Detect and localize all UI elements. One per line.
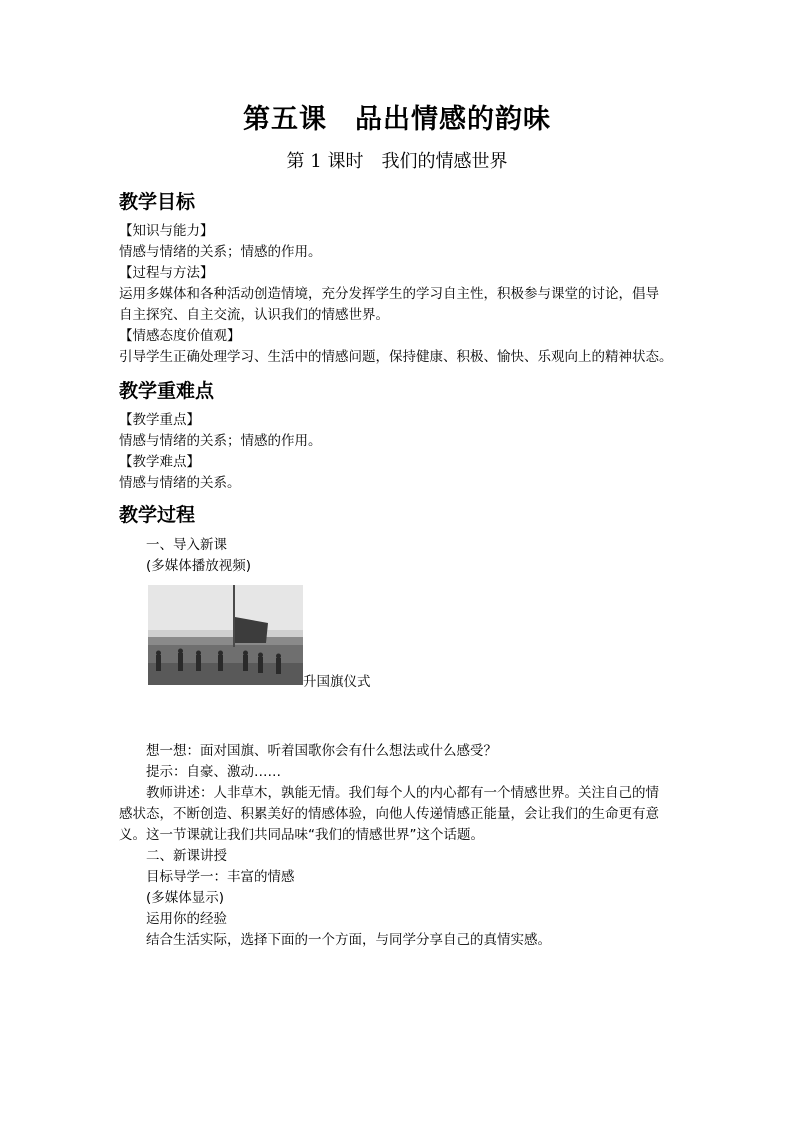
goals-line: 情感与情绪的关系；情感的作用。 bbox=[119, 244, 322, 260]
photo-caption: 升国旗仪式 bbox=[303, 674, 371, 690]
goals-line: 【知识与能力】 bbox=[119, 223, 214, 239]
process-body-line: 想一想：面对国旗、听着国歌你会有什么想法或什么感受？ bbox=[146, 743, 497, 759]
heading-key-points: 教学重难点 bbox=[119, 380, 215, 402]
process-intro-line: 一、导入新课 bbox=[146, 537, 227, 553]
process-body-line: 二、新课讲授 bbox=[146, 848, 227, 864]
process-intro-line: (多媒体播放视频) bbox=[146, 558, 252, 574]
goals-line: 【过程与方法】 bbox=[119, 265, 214, 281]
lesson-title: 第五课 品出情感的韵味 bbox=[243, 104, 551, 135]
process-body-line: 感状态，不断创造、积累美好的情感体验，向他人传递情感正能量，会让我们的生命更有意 bbox=[119, 806, 659, 822]
lesson-subtitle: 第 1 课时 我们的情感世界 bbox=[286, 151, 508, 172]
process-body-line: (多媒体显示) bbox=[146, 890, 225, 906]
process-body-line: 运用你的经验 bbox=[146, 911, 227, 927]
process-body-line: 目标导学一：丰富的情感 bbox=[146, 869, 295, 885]
goals-line: 引导学生正确处理学习、生活中的情感问题，保持健康、积极、愉快、乐观向上的精神状态。 bbox=[119, 349, 673, 365]
heading-goals: 教学目标 bbox=[119, 191, 196, 213]
flag-raising-photo bbox=[148, 585, 303, 685]
heading-process: 教学过程 bbox=[119, 504, 196, 526]
goals-line: 自主探究、自主交流，认识我们的情感世界。 bbox=[119, 307, 389, 323]
flag-raising-image bbox=[148, 585, 303, 685]
process-body-line: 结合生活实际，选择下面的一个方面，与同学分享自己的真情实感。 bbox=[146, 932, 551, 948]
key-points-line: 【教学难点】 bbox=[119, 454, 200, 470]
goals-line: 运用多媒体和各种活动创造情境，充分发挥学生的学习自主性，积极参与课堂的讨论，倡导 bbox=[119, 286, 659, 302]
key-points-line: 【教学重点】 bbox=[119, 412, 200, 428]
goals-line: 【情感态度价值观】 bbox=[119, 328, 241, 344]
process-body-line: 义。这一节课就让我们共同品味“我们的情感世界”这个话题。 bbox=[119, 827, 484, 843]
process-body-line: 教师讲述：人非草木，孰能无情。我们每个人的内心都有一个情感世界。关注自己的情 bbox=[146, 785, 659, 801]
key-points-line: 情感与情绪的关系；情感的作用。 bbox=[119, 433, 322, 449]
key-points-line: 情感与情绪的关系。 bbox=[119, 475, 241, 491]
process-body-line: 提示：自豪、激动…… bbox=[146, 764, 281, 780]
